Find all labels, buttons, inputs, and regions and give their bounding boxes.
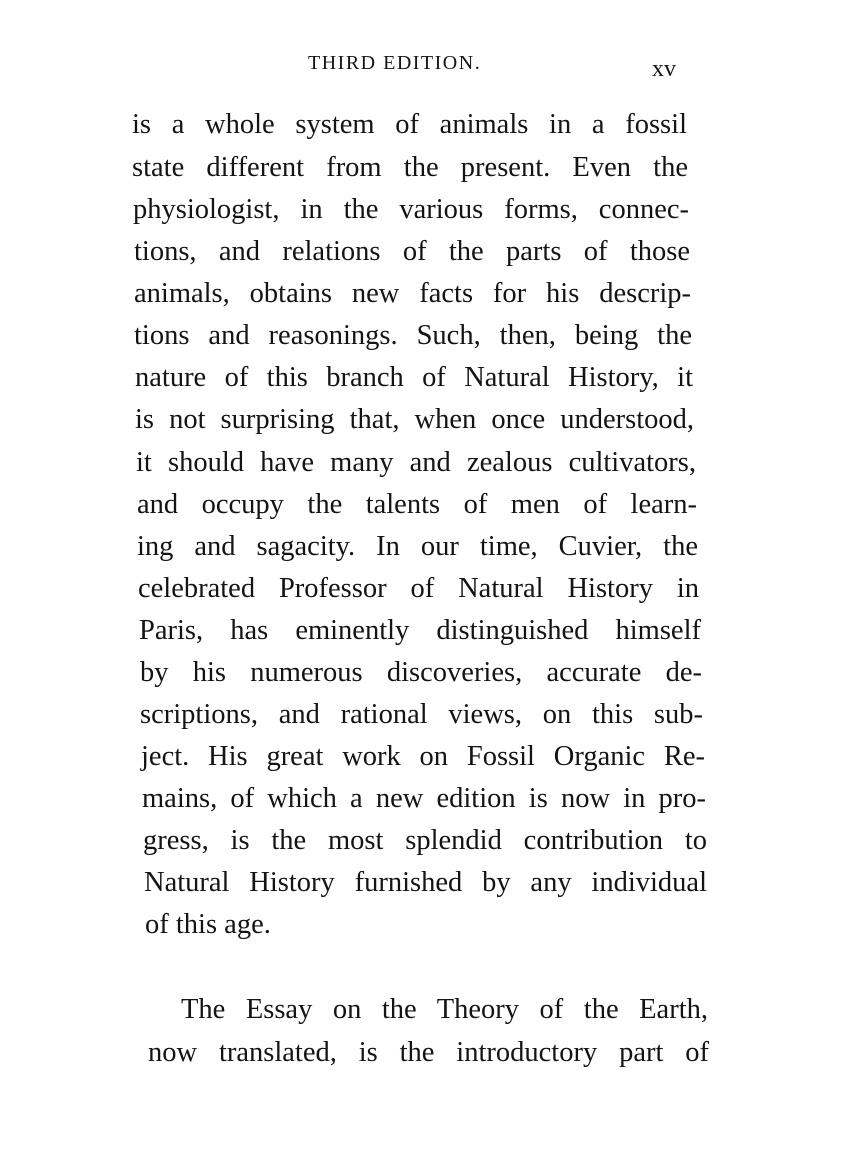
text-line: The Essay on the Theory of the Earth, [181,994,708,1025]
text-line: tions, and relations of the parts of those [134,236,690,267]
text-line: ject. His great work on Fossil Organic Re- [141,741,705,772]
text-line: and occupy the talents of men of learn- [137,489,697,520]
text-line: nature of this branch of Natural History, it [135,362,693,393]
text-line: gress, is the most splendid contribution to [143,825,707,856]
text-line: state different from the present. Even the [132,152,688,183]
page-number: xv [652,56,676,82]
text-line: is not surprising that, when once understood, [135,404,694,435]
text-line: ing and sagacity. In our time, Cuvier, the [137,531,698,562]
text-line: Natural History furnished by any individual [144,867,707,898]
text-line: of this age. [145,909,271,940]
text-line: it should have many and zealous cultivators, [136,447,696,478]
text-line: scriptions, and rational views, on this sub- [140,699,703,730]
text-line: tions and reasonings. Such, then, being the [134,320,692,351]
running-title: THIRD EDITION. [308,52,482,74]
text-line: animals, obtains new facts for his descrip- [134,278,691,309]
text-line: is a whole system of animals in a fossil [132,109,687,140]
text-line: physiologist, in the various forms, connec- [133,194,689,225]
text-line: mains, of which a new edition is now in pro- [142,783,706,814]
text-line: Paris, has eminently distinguished himself [139,615,701,646]
running-head [0,52,850,82]
text-line: celebrated Professor of Natural History in [138,573,699,604]
text-line: now translated, is the introductory part of [148,1037,709,1068]
text-line: by his numerous discoveries, accurate de- [140,657,702,688]
